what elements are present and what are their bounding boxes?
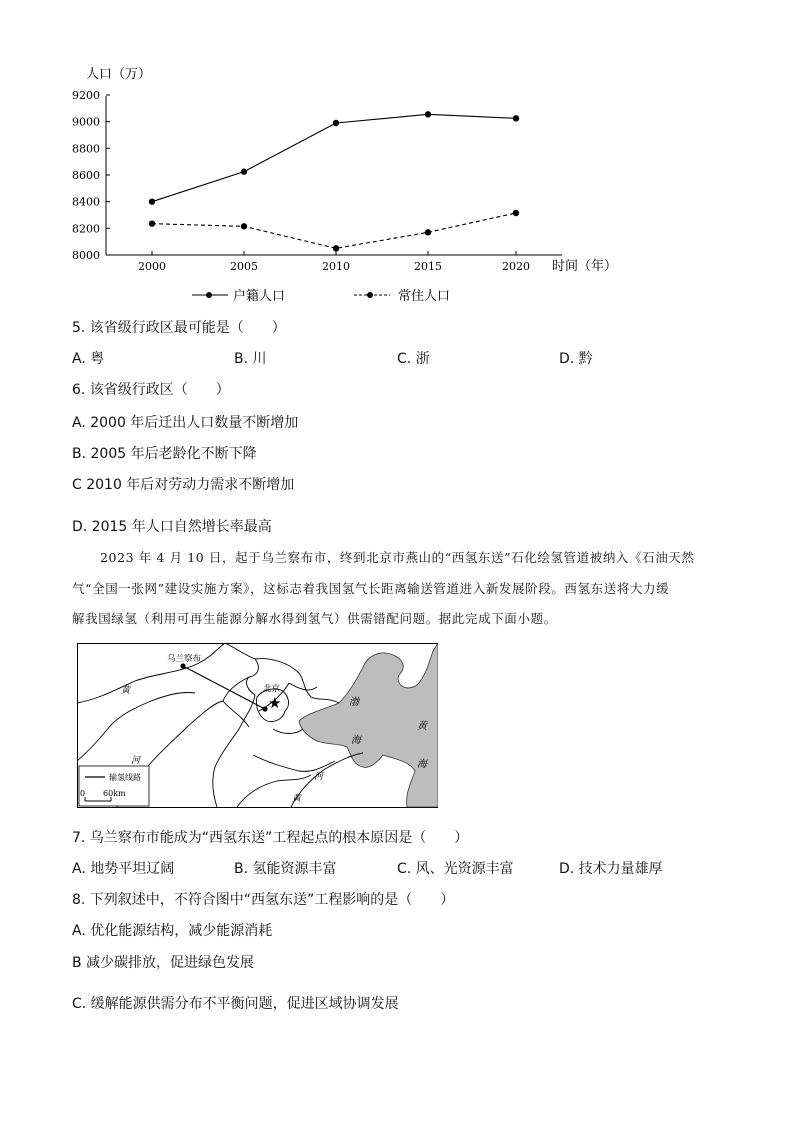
passage-line-3: 解我国绿氢（利用可再生能源分解水得到氢气）供需错配问题。据此完成下面小题。 [72,611,557,626]
series-line-0 [152,114,516,201]
series-1-point [149,220,155,226]
q7-option-c[interactable]: C. 风、光资源丰富 [397,861,514,877]
question-8-stem: 8. 下列叙述中，不符合图中“西氢东送”工程影响的是（ ） [72,892,455,908]
x-axis-label: 时间（年） [552,259,618,274]
question-7-stem: 7. 乌兰察布市能成为“西氢东送”工程起点的根本原因是（ ） [72,830,469,846]
q5-option-c[interactable]: C. 浙 [397,351,430,367]
q6-option-c[interactable]: C 2010 年后对劳动力需求不断增加 [72,477,295,493]
q6-option-a[interactable]: A. 2000 年后迁出人口数量不断增加 [72,415,299,431]
series-1-point [241,223,247,229]
y-tick-label: 9000 [72,115,100,129]
y-axis-label: 人口（万） [86,67,152,82]
river-label-he-1: 河 [131,756,141,766]
x-tick-label: 2015 [414,260,442,273]
sea-label-hai-2: 海 [417,759,427,770]
sea-label-bo: 渤 [349,697,359,708]
series-1-point [513,210,519,216]
x-tick-label: 2005 [230,260,258,273]
q8-option-b[interactable]: B 减少碳排放，促进绿色发展 [72,955,255,971]
q8-option-c[interactable]: C. 缓解能源供需分布不平衡问题，促进区域协调发展 [72,996,399,1012]
map-legend-label: 输氢线路 [109,773,141,782]
x-tick-label: 2010 [322,260,350,273]
pipeline-map [77,643,438,808]
yanshan-marker [262,706,267,711]
series-0-point [513,115,519,121]
x-tick-label: 2000 [138,260,166,273]
q5-option-d[interactable]: D. 黔 [559,351,593,367]
y-tick-label: 8400 [72,195,100,209]
legend-label-hukou: 户籍人口 [233,289,286,304]
sea-label-huang: 黄 [417,721,427,732]
q7-option-b[interactable]: B. 氢能资源丰富 [234,861,337,877]
q5-option-b[interactable]: B. 川 [234,351,267,367]
q8-option-a[interactable]: A. 优化能源结构，减少能源消耗 [72,923,273,939]
series-1-point [425,229,431,235]
beijing-star-icon: ★ [268,694,282,712]
series-line-1 [152,213,516,248]
q6-option-b[interactable]: B. 2005 年后老龄化不断下降 [72,446,257,462]
q6-option-d[interactable]: D. 2015 年人口自然增长率最高 [72,519,272,535]
map-scale-length: 60km [103,789,126,798]
sea-label-hai-1: 海 [351,735,361,746]
river-label-huang-1: 黄 [121,686,131,696]
legend-solid-marker [206,292,212,298]
series-0-point [333,120,339,126]
x-tick-label: 2020 [502,260,530,273]
q7-option-a[interactable]: A. 地势平坦辽阔 [72,861,175,877]
city-label-beijing: 北京 [263,684,281,694]
series-0-point [425,111,431,117]
passage-line-1: 2023 年 4 月 10 日，起于乌兰察布市，终到北京市燕山的“西氢东送”石化绘氢管道被纳入《石油天然 [100,550,695,565]
series-0-point [149,198,155,204]
series-1-point [333,245,339,251]
q5-option-a[interactable]: A. 粤 [72,351,105,367]
city-label-ulanqab: 乌兰察布 [167,654,202,664]
series-0-point [241,168,247,174]
legend-label-changzhu: 常住人口 [398,289,451,304]
river-label-huang-2: 黄 [292,794,302,804]
question-5-stem: 5. 该省级行政区最可能是（ ） [72,320,286,336]
map-scale-zero: 0 [80,789,86,798]
y-tick-label: 8600 [72,169,100,182]
passage-line-2: 气“全国一张网”建设实施方案》，这标志着我国氢气长距离输送管道进入新发展阶段。西氢东送将大力缓 [72,581,670,596]
chart-legend [192,288,450,304]
ulanqab-marker [180,663,185,668]
y-tick-label: 8000 [72,249,100,262]
y-tick-label: 8200 [72,222,100,236]
population-line-chart [0,0,794,310]
legend-dashed-marker [367,292,373,298]
river-label-he-2: 河 [314,772,324,782]
y-tick-label: 9200 [72,89,100,102]
map-legend-box [79,766,149,806]
y-tick-label: 8800 [72,142,100,156]
question-6-stem: 6. 该省级行政区（ ） [72,382,230,398]
q7-option-d[interactable]: D. 技术力量雄厚 [559,861,663,877]
